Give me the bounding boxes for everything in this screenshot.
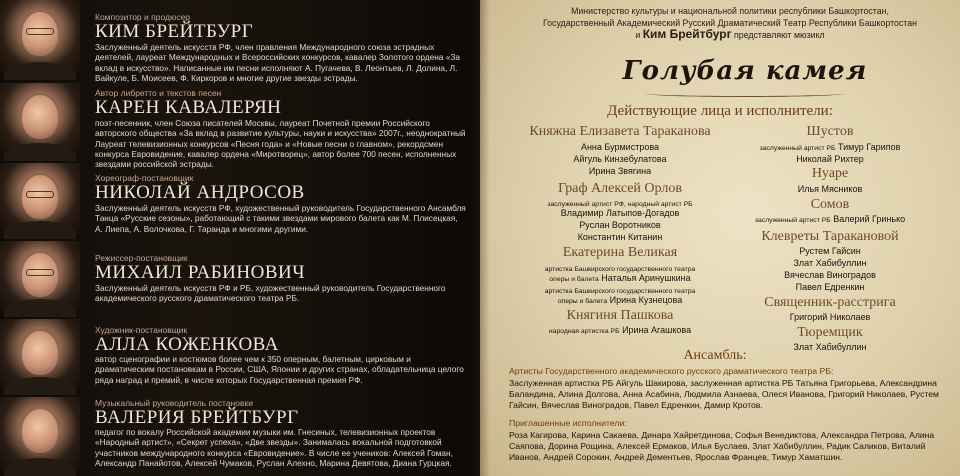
portrait-photo	[0, 397, 80, 476]
show-title: Голубая камея	[622, 56, 868, 86]
actor-name: Ирина Звягина	[588, 166, 652, 176]
bio-role: Музыкальный руководитель постановки	[95, 398, 253, 408]
actor-name: Николай Рихтер	[796, 154, 864, 164]
actor-name: Илья Мясников	[797, 184, 863, 194]
presenters-block	[520, 6, 940, 42]
actor-credit: заслуженный артист РБ Тимур Гарипов	[759, 142, 901, 152]
actor-name: Рустем Гайсин	[799, 246, 861, 256]
actor-credit: оперы и балета Ирина Кузнецова	[557, 295, 683, 305]
actor-credit: артистка Башкирского государственного театра	[544, 266, 696, 273]
actor-name: Григорий Николаев	[789, 312, 871, 322]
presenters-highlight-name: Ким Брейтбург	[642, 27, 732, 41]
ensemble-heading: Ансамбль:	[683, 348, 747, 363]
actor-name: Анна Бурмистрова	[580, 142, 660, 152]
actor-name: Злат Хабибуллин	[793, 258, 867, 268]
bio-role: Режиссер-постановщик	[95, 253, 188, 263]
bio-text: Заслуженный деятель искусств РФ, художественный руководитель Государственного Ансамбля Танца «Русские сезоны», работающий с такими звездами мирового балета как М. Плисецкая, А. Лиепа, А. Волочкова, Г. Таранда и многими другими.	[95, 203, 466, 234]
presenters-suffix: представляют мюзикл	[734, 30, 825, 40]
actor-name: Айгуль Кинзебулатова	[573, 154, 667, 164]
page-gutter	[470, 0, 490, 476]
actor-credit: заслуженный артист РБ Валерий Гринько	[754, 214, 906, 224]
bio-text: поэт-песенник, член Союза писателей Москвы, лауреат Почетной премии Российского авторского общества «За вклад в развитие культуры, науки и искусства» 2007г., неоднократный Лауреат телевизионных конкурсов «Песня года» и «Новые песни о главном», рекордсмен конкурса Евровидение, кавалер ордена «Миротворец», автор более 700 песен, исполненных звездами российской эстрады.	[95, 118, 466, 170]
ensemble-text: Роза Кагирова, Карина Сакаева, Динара Хайретдинова, Софья Венедиктова, Александра Петрова, Алина Саяпова, Дорина Рощина, Алексей Ермаков, Илья Буслаев, Злат Хабибуллин, Радик Саликов, Виталий Иванов, Андрей Сорокин, Андрей Дементьев, Ярослав Францев, Тимур Хаматшин.	[509, 430, 935, 463]
role-name: Шустов	[806, 124, 854, 139]
role-name: Тюремщик	[797, 325, 863, 340]
bio-text: автор сценографии и костюмов более чем к 350 оперным, балетным, цирковым и драматическим постановкам в России, США, Японии и других странах, обладательница целого ряда наград и премий, в числе которых Государственная премия РФ.	[95, 354, 464, 385]
actor-name: Вячеслав Виноградов	[784, 270, 876, 280]
bio-name: ВАЛЕРИЯ БРЕЙТБУРГ	[95, 407, 299, 428]
title-flourish	[645, 90, 845, 97]
bio-name: КИМ БРЕЙТБУРГ	[95, 21, 254, 42]
portrait-photo	[0, 163, 80, 239]
actor-name: Константин Китанин	[577, 232, 663, 242]
role-name: Екатерина Великая	[562, 245, 678, 260]
bio-block	[0, 241, 480, 317]
bio-text: Заслуженный деятель искусств РФ, член правления Международного союза эстрадных деятелей, лауреат Международных и Всероссийских конкурсов, кавалер Золотого ордена «За вклад в искусство». Написанные им песни исполняют А. Пугачева, В. Леонтьев, Л. Долина, Л. Вайкуле, Б. Моисеев, Ф. Киркоров и многие другие звезды эстрады.	[95, 42, 460, 83]
bio-role: Художник-постановщик	[95, 325, 188, 335]
bio-name: КАРЕН КАВАЛЕРЯН	[95, 97, 282, 118]
presenters-line: Государственный Академический Русский Драматический Театр Республики Башкортостан	[542, 17, 917, 28]
bio-name: МИХАИЛ РАБИНОВИЧ	[95, 262, 306, 283]
bio-block	[0, 397, 480, 476]
role-name: Сомов	[810, 197, 850, 212]
bio-block	[0, 83, 480, 170]
ensemble-text: Заслуженная артистка РБ Айгуль Шакирова, заслуженная артистка РБ Татьяна Григорьева, Александрина Баландина, Алина Долгова, Анна Асабина, Людмила Азнаева, Олеся Иванова, Григорий Николаев, Рустем Гайсин, Вячеслав Виноградов, Павел Едренкин, Дамир Кротов.	[509, 378, 939, 411]
bio-block	[0, 319, 480, 395]
portrait-photo	[0, 319, 80, 395]
presenters-line: Министерство культуры и национальной политики республики Башкортостан,	[571, 6, 889, 16]
bio-name: АЛЛА КОЖЕНКОВА	[95, 334, 279, 355]
ensemble-subheading: Артисты Государственного академического русского драматического театра РБ:	[509, 366, 834, 376]
cast-heading: Действующие лица и исполнители:	[607, 103, 833, 119]
role-name: Клевреты Таракановой	[761, 229, 899, 244]
role-name: Княжна Елизавета Тараканова	[529, 124, 711, 139]
actor-credit: оперы и балета Наталья Аринушкина	[549, 273, 691, 283]
ensemble-subheading: Приглашенные исполнители:	[509, 418, 627, 428]
presenters-line	[520, 29, 940, 42]
bio-name: НИКОЛАЙ АНДРОСОВ	[95, 182, 305, 203]
actor-credit: артистка Башкирского государственного театра	[544, 288, 696, 295]
role-name: Священник-расстрига	[764, 295, 896, 310]
actor-name: Павел Едренкин	[795, 282, 865, 292]
role-name: Граф Алексей Орлов	[558, 181, 682, 196]
bio-text: Заслуженный деятель искусств РФ и РБ, художественный руководитель Государственного академического русского драматического театра РБ.	[95, 283, 446, 304]
actor-credit: народная артистка РБ Ирина Агашкова	[548, 325, 692, 335]
role-name: Нуаре	[811, 166, 849, 181]
actor-name: Злат Хабибуллин	[793, 342, 867, 352]
bio-text: педагог по вокалу Российской академии музыки им. Гнесиных, телевизионных проектов «Народный артист», «Секрет успеха», «Две звезды». Занималась вокальной подготовкой участников международного конкурса «Евровидение». В числе ее учеников: Алексей Гоман, Александр Панайотов, Алексей Чумаков, Руслан Алехно, Марина Девятова, Диана Гурцкая.	[95, 427, 453, 468]
bio-role: Автор либретто и текстов песен	[95, 88, 222, 98]
actor-name: Владимир Латыпов-Догадов	[560, 208, 680, 218]
portrait-photo	[0, 0, 80, 80]
portrait-photo	[0, 83, 80, 161]
presenters-prefix: и	[635, 30, 641, 40]
bio-role: Хореограф-постановщик	[95, 173, 194, 183]
bio-block	[0, 163, 480, 239]
bio-block	[0, 0, 480, 83]
actor-credit: заслуженный артист РФ, народный артист РБ	[547, 201, 693, 208]
actor-name: Руслан Воротников	[579, 220, 661, 230]
bio-role: Композитор и продюсер	[95, 12, 191, 22]
role-name: Княгиня Пашкова	[566, 308, 674, 323]
portrait-photo	[0, 241, 80, 317]
